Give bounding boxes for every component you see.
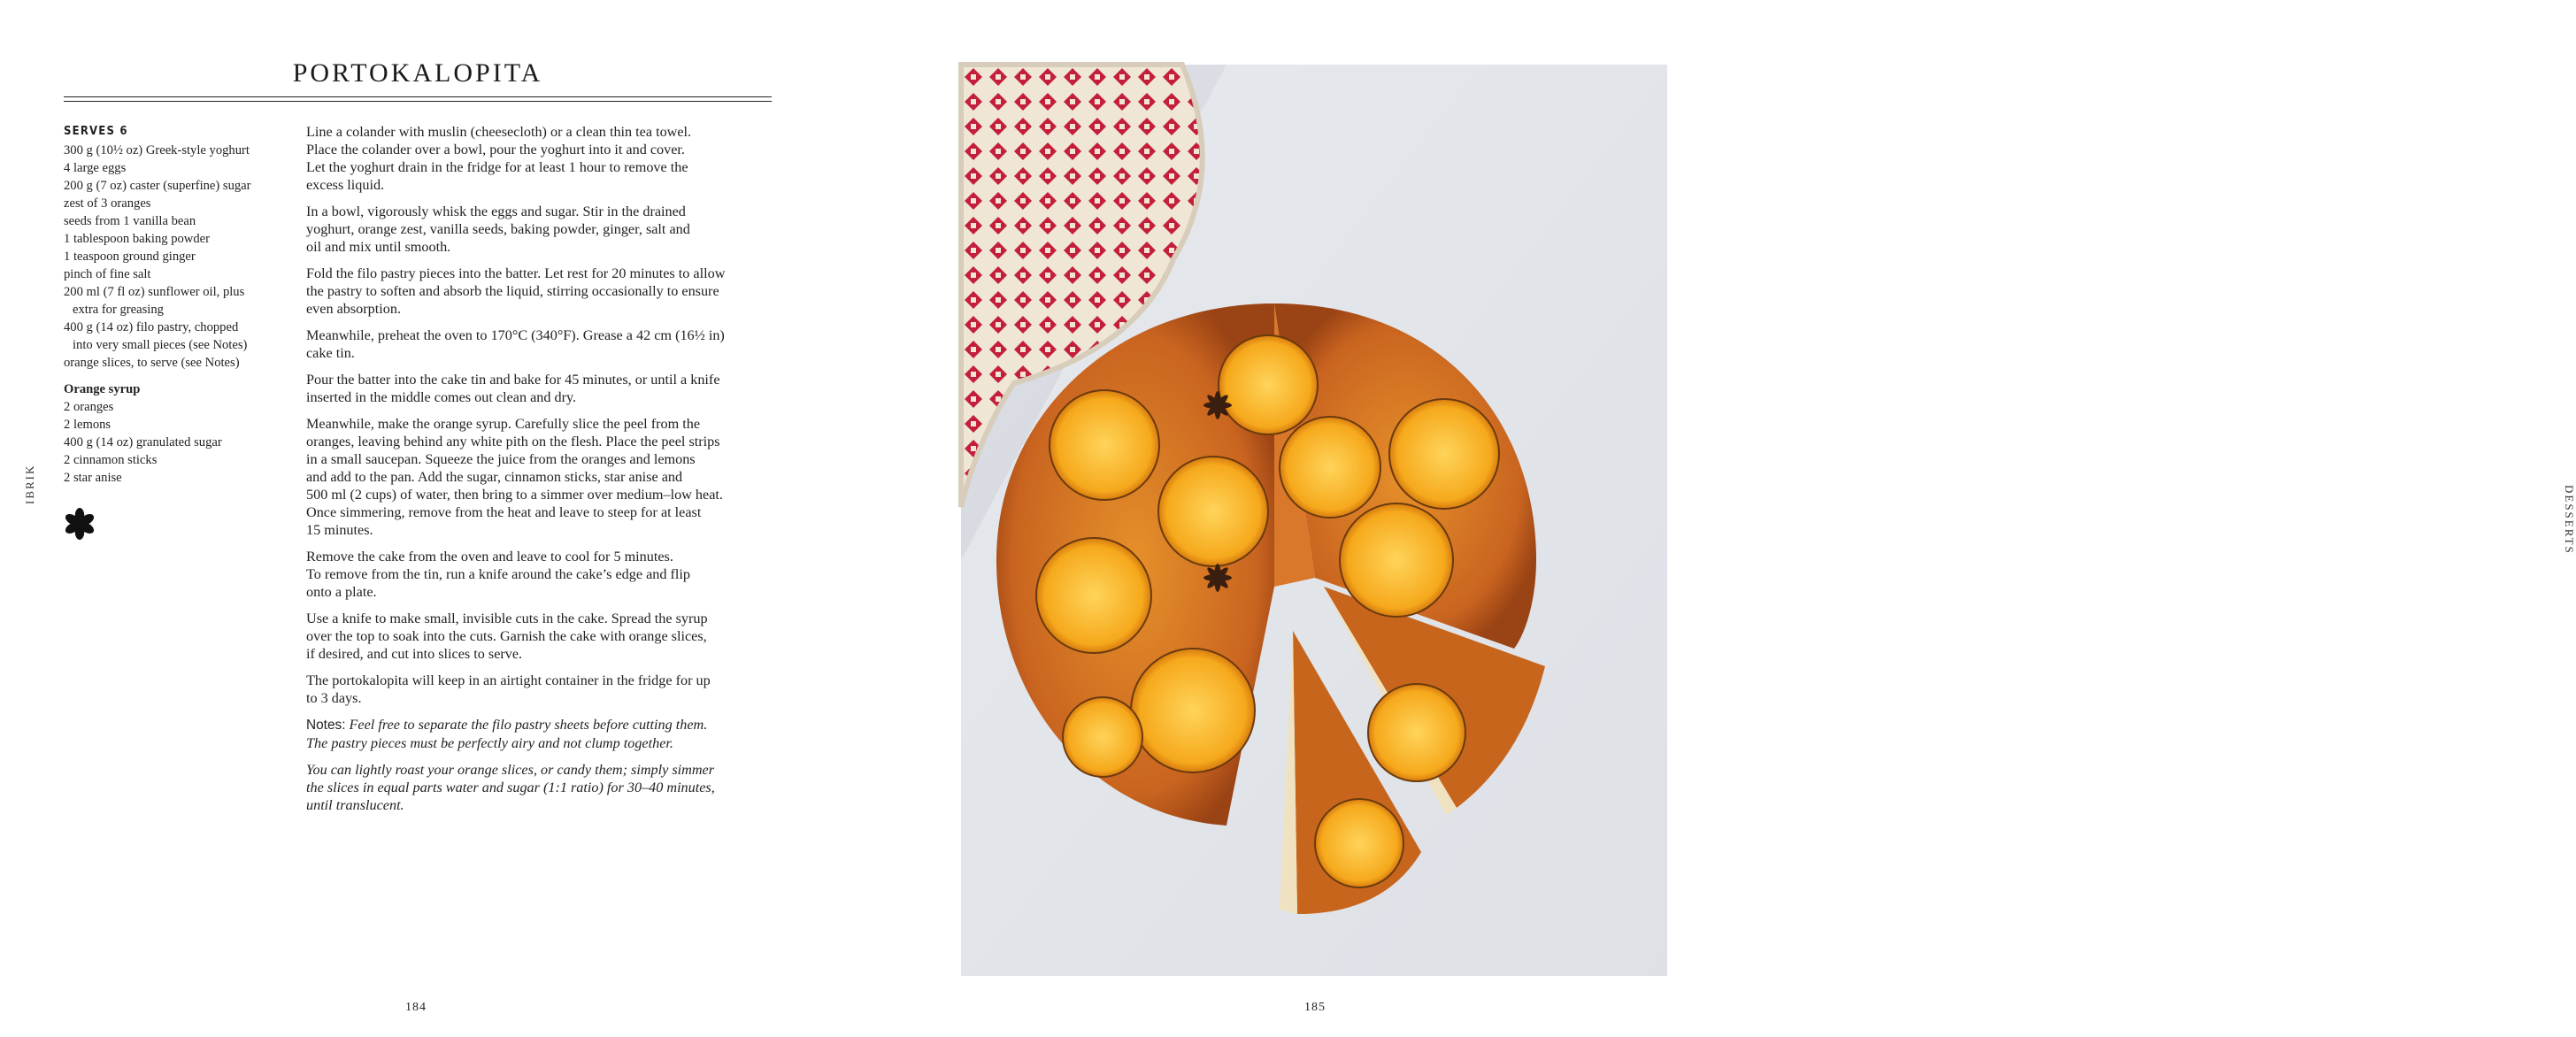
ingredient-item: extra for greasing (73, 303, 164, 317)
notes-paragraph (306, 716, 775, 752)
ingredient-item: 1 tablespoon baking powder (64, 232, 210, 246)
notes-paragraph-2: You can lightly roast your orange slices, or candy them; simply simmer the slices in equal parts water and sugar (1:1 ratio) for 30–40 minutes, until translucent. (306, 762, 715, 813)
ingredient-item: 1 teaspoon ground ginger (64, 250, 196, 264)
notes-text: Feel free to separate the filo pastry sheets before cutting them. The pastry pieces must be perfectly airy and not clump together. (306, 717, 708, 751)
page-number-left: 184 (405, 1001, 427, 1014)
method-step: Fold the filo pastry pieces into the batter. Let rest for 20 minutes to allow the pastry to soften and absorb the liquid, stirring occasionally to ensure even absorption. (306, 265, 726, 317)
left-page (0, 0, 861, 1037)
method-step: In a bowl, vigorously whisk the eggs and sugar. Stir in the drained yoghurt, orange zest, vanilla seeds, baking powder, ginger, salt and oil and mix until smooth. (306, 204, 690, 255)
ingredient-item: 400 g (14 oz) granulated sugar (64, 435, 222, 449)
ingredient-item: orange slices, to serve (see Notes) (64, 356, 240, 370)
ingredients-column (64, 123, 285, 487)
chapter-spine-right: DESSERTS (2563, 485, 2576, 555)
ingredient-item: 2 oranges (64, 400, 114, 414)
ingredient-item: 2 star anise (64, 471, 122, 485)
serves-label: SERVES 6 (64, 125, 128, 138)
method-step: Remove the cake from the oven and leave to cool for 5 minutes. To remove from the tin, run a knife around the cake’s edge and flip onto a plate. (306, 549, 690, 600)
flower-icon (63, 507, 96, 541)
ingredient-item: 200 g (7 oz) caster (superfine) sugar (64, 179, 251, 193)
method-step: The portokalopita will keep in an airtight container in the fridge for up to 3 days. (306, 672, 711, 706)
ingredient-item: 200 ml (7 fl oz) sunflower oil, plus (64, 285, 245, 299)
ingredient-item: 300 g (10½ oz) Greek-style yoghurt (64, 143, 250, 157)
ingredient-item: 400 g (14 oz) filo pastry, chopped (64, 320, 239, 334)
ingredient-item: 2 lemons (64, 418, 111, 432)
ingredient-item: 2 cinnamon sticks (64, 453, 158, 467)
method-column (306, 123, 775, 823)
ingredient-item: seeds from 1 vanilla bean (64, 214, 196, 228)
page-number-right: 185 (1304, 1001, 1326, 1014)
title-rule-bottom (64, 101, 772, 102)
title-rule-top (64, 96, 772, 97)
ingredient-item: zest of 3 oranges (64, 196, 151, 211)
recipe-photo (961, 65, 1667, 976)
method-step: Meanwhile, make the orange syrup. Carefully slice the peel from the oranges, leaving behind any white pith on the flesh. Place the peel strips in a small saucepan. Squeeze the juice from the oranges and lemons and add to the pan. Add the sugar, cinnamon sticks, star anise and 500 ml (2 cups) of water, then bring to a simmer over medium–low heat. Once simmering, remove from the heat and leave to steep for at least 15 minutes. (306, 416, 723, 538)
recipe-title: PORTOKALOPITA (292, 58, 543, 88)
method-step: Meanwhile, preheat the oven to 170°C (340°F). Grease a 42 cm (16½ in) cake tin. (306, 327, 725, 361)
syrup-ingredient-list (64, 398, 285, 487)
method-step: Use a knife to make small, invisible cuts in the cake. Spread the syrup over the top to soak into the cuts. Garnish the cake with orange slices, if desired, and cut into slices to serve. (306, 611, 708, 662)
ingredient-item: 4 large eggs (64, 161, 127, 175)
syrup-heading: Orange syrup (64, 382, 141, 396)
method-step: Pour the batter into the cake tin and bake for 45 minutes, or until a knife inserted in the middle comes out clean and dry. (306, 372, 720, 405)
chapter-spine-left: IBRIK (23, 464, 36, 504)
ingredient-item: pinch of fine salt (64, 267, 151, 281)
notes-label: Notes: (306, 718, 346, 733)
cake-photo-illustration (961, 65, 1667, 976)
method-step: Line a colander with muslin (cheesecloth) or a clean thin tea towel. Place the colander over a bowl, pour the yoghurt into it and cover. Let the yoghurt drain in the fridge for at least 1 hour to remove the excess liquid. (306, 124, 692, 193)
ingredient-item: into very small pieces (see Notes) (73, 338, 248, 352)
ingredient-list (64, 142, 285, 372)
